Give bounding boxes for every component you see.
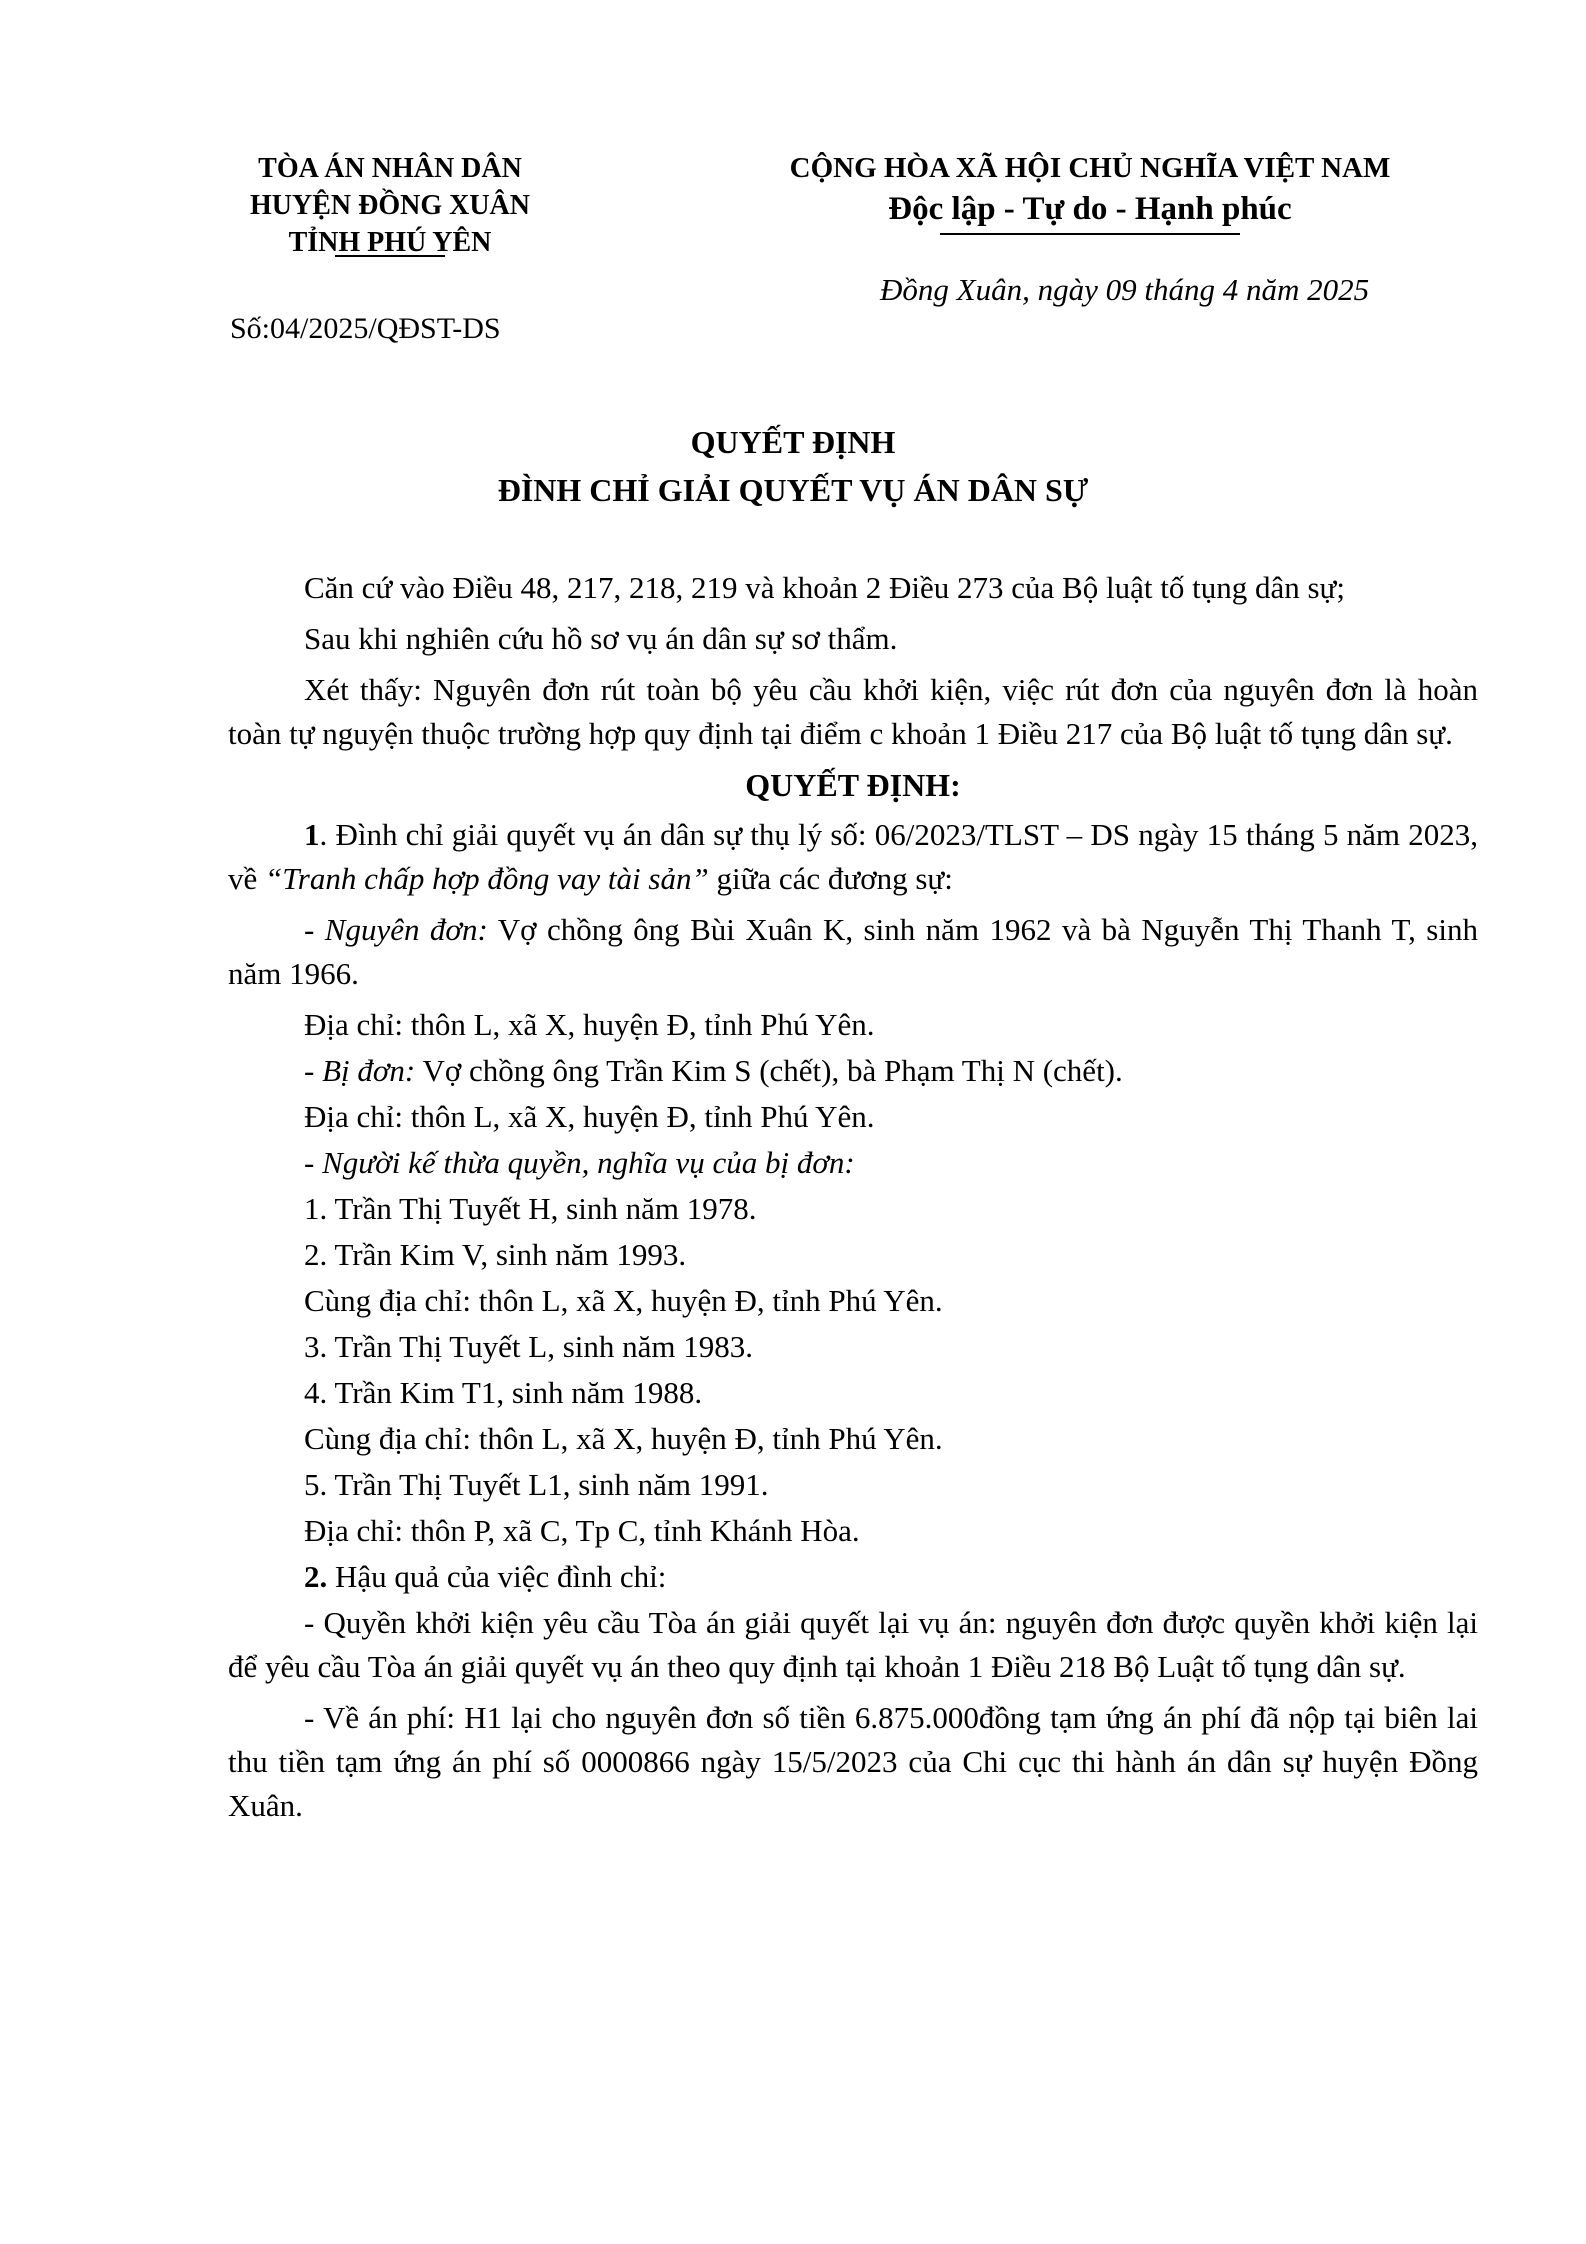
motto-rule (940, 233, 1240, 235)
heirs-heading: - Người kế thừa quyền, nghĩa vụ của bị đơn: (304, 1145, 855, 1180)
case-title: “Tranh chấp hợp đồng vay tài sản” (265, 861, 709, 896)
court-name-line-3: TỈNH PHÚ YÊN (288, 227, 492, 258)
plaintiff-address: Địa chỉ: thôn L, xã X, huyện Đ, tỉnh Phú Yên. (304, 1007, 875, 1042)
heir-4: 4. Trần Kim T1, sinh năm 1988. (304, 1375, 703, 1410)
item-2-number: 2. (304, 1559, 328, 1594)
court-header (220, 150, 560, 263)
heirs-address-b: Cùng địa chỉ: thôn L, xã X, huyện Đ, tỉnh Phú Yên. (304, 1421, 943, 1456)
plaintiff: - Nguyên đơn: Vợ chồng ông Bùi Xuân K, sinh năm 1962 và bà Nguyễn Thị Thanh T, sinh năm 1966. (228, 912, 1478, 991)
item-1-number: 1 (304, 817, 320, 852)
document-title (0, 418, 1586, 514)
plaintiff-text: Vợ chồng ông Bùi Xuân K, sinh năm 1962 và bà Nguyễn Thị Thanh T, sinh năm 1966. (228, 912, 1478, 991)
defendant-text: Vợ chồng ông Trần Kim S (chết), bà Phạm Thị N (chết). (415, 1053, 1123, 1088)
title-line-1: QUYẾT ĐỊNH (690, 424, 896, 460)
decision-heading: QUYẾT ĐỊNH: (745, 767, 961, 803)
item-2-heading: Hậu quả của việc đình chỉ: (327, 1559, 667, 1594)
heir-2: 2. Trần Kim V, sinh năm 1993. (304, 1237, 687, 1272)
republic-name: CỘNG HÒA XÃ HỘI CHỦ NGHĨA VIỆT NAM (789, 152, 1391, 184)
defendant-address: Địa chỉ: thôn L, xã X, huyện Đ, tỉnh Phú Yên. (304, 1099, 875, 1134)
defendant: - Bị đơn: Vợ chồng ông Trần Kim S (chết), bà Phạm Thị N (chết). (304, 1053, 1123, 1088)
court-fee: - Về án phí: H1 lại cho nguyên đơn số tiền 6.875.000đồng tạm ứng án phí đã nộp tại biên lai thu tiền tạm ứng án phí số 0000866 ngày 15/5/2023 của Chi cục thi hành án dân sự huyện Đồng Xuân. (228, 1700, 1478, 1823)
right-to-sue: - Quyền khởi kiện yêu cầu Tòa án giải quyết lại vụ án: nguyên đơn được quyền khởi kiện lại để yêu cầu Tòa án giải quyết vụ án theo quy định tại khoản 1 Điều 218 Bộ Luật tố tụng dân sự. (228, 1605, 1478, 1684)
heir-5-address: Địa chỉ: thôn P, xã C, Tp C, tỉnh Khánh Hòa. (304, 1513, 860, 1548)
heirs-address-a: Cùng địa chỉ: thôn L, xã X, huyện Đ, tỉnh Phú Yên. (304, 1283, 943, 1318)
heir-5: 5. Trần Thị Tuyết L1, sinh năm 1991. (304, 1467, 769, 1502)
legal-basis: Căn cứ vào Điều 48, 217, 218, 219 và khoản 2 Điều 273 của Bộ luật tố tụng dân sự; (304, 570, 1345, 605)
plaintiff-label: Nguyên đơn: (324, 912, 488, 947)
item-1 (228, 813, 1478, 901)
national-header (720, 150, 1460, 235)
document-body (228, 566, 1478, 1835)
national-motto: Độc lập - Tự do - Hạnh phúc (888, 191, 1292, 227)
item-1-text-after: giữa các đương sự: (708, 861, 953, 896)
item-1-text-before: . Đình chỉ giải quyết vụ án dân sự thụ lý số: 06/2023/TLST – DS ngày 15 tháng 5 năm 2023, về (228, 817, 1478, 896)
court-header-rule (335, 255, 445, 257)
heirs-label: Người kế thừa quyền, nghĩa vụ của bị đơn: (322, 1145, 855, 1180)
review-statement: Sau khi nghiên cứu hồ sơ vụ án dân sự sơ thẩm. (304, 621, 898, 656)
heir-3: 3. Trần Thị Tuyết L, sinh năm 1983. (304, 1329, 754, 1364)
heir-1: 1. Trần Thị Tuyết H, sinh năm 1978. (304, 1191, 757, 1226)
court-name-line-2: HUYỆN ĐỒNG XUÂN (250, 190, 530, 221)
finding: Xét thấy: Nguyên đơn rút toàn bộ yêu cầu khởi kiện, việc rút đơn của nguyên đơn là hoàn toàn tự nguyện thuộc trường hợp quy định tại điểm c khoản 1 Điều 217 của Bộ luật tố tụng dân sự. (228, 672, 1478, 751)
court-name-line-1: TÒA ÁN NHÂN DÂN (258, 153, 522, 184)
defendant-label: Bị đơn: (322, 1053, 416, 1088)
place-and-date: Đồng Xuân, ngày 09 tháng 4 năm 2025 (880, 272, 1370, 307)
title-line-2: ĐÌNH CHỈ GIẢI QUYẾT VỤ ÁN DÂN SỰ (497, 472, 1089, 508)
document-number: Số:04/2025/QĐST-DS (230, 312, 501, 345)
item-2 (228, 1555, 1478, 1599)
